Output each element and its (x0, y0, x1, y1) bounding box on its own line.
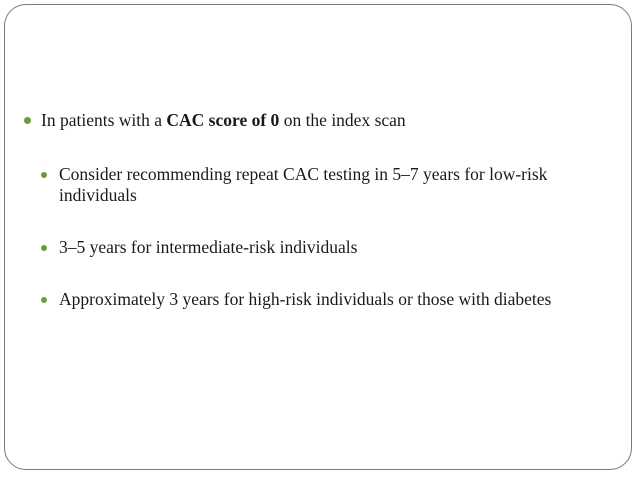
bullet-main-bold: CAC score of 0 (166, 110, 280, 130)
bullet-main-pre: In patients with a (41, 110, 167, 130)
sub-bullet-text: Approximately 3 years for high-risk individuals or those with diabetes (59, 289, 552, 309)
bullet-main (24, 110, 604, 131)
bullet-main-post: on the index scan (279, 110, 406, 130)
sub-bullet-low-risk (41, 164, 604, 206)
sub-bullet-intermediate-risk (41, 237, 604, 258)
bullet-dot-icon (24, 117, 31, 124)
sub-bullet-high-risk (41, 289, 604, 310)
sub-bullet-text: 3–5 years for intermediate-risk individuals (59, 237, 358, 257)
bullet-dot-icon (41, 297, 47, 303)
bullet-dot-icon (41, 172, 47, 178)
bullet-dot-icon (41, 245, 47, 251)
slide-frame (4, 4, 632, 470)
bullet-main-text (41, 110, 604, 131)
slide-content (24, 110, 604, 341)
sub-bullet-text: Consider recommending repeat CAC testing in 5–7 years for low-risk individuals (59, 164, 548, 205)
